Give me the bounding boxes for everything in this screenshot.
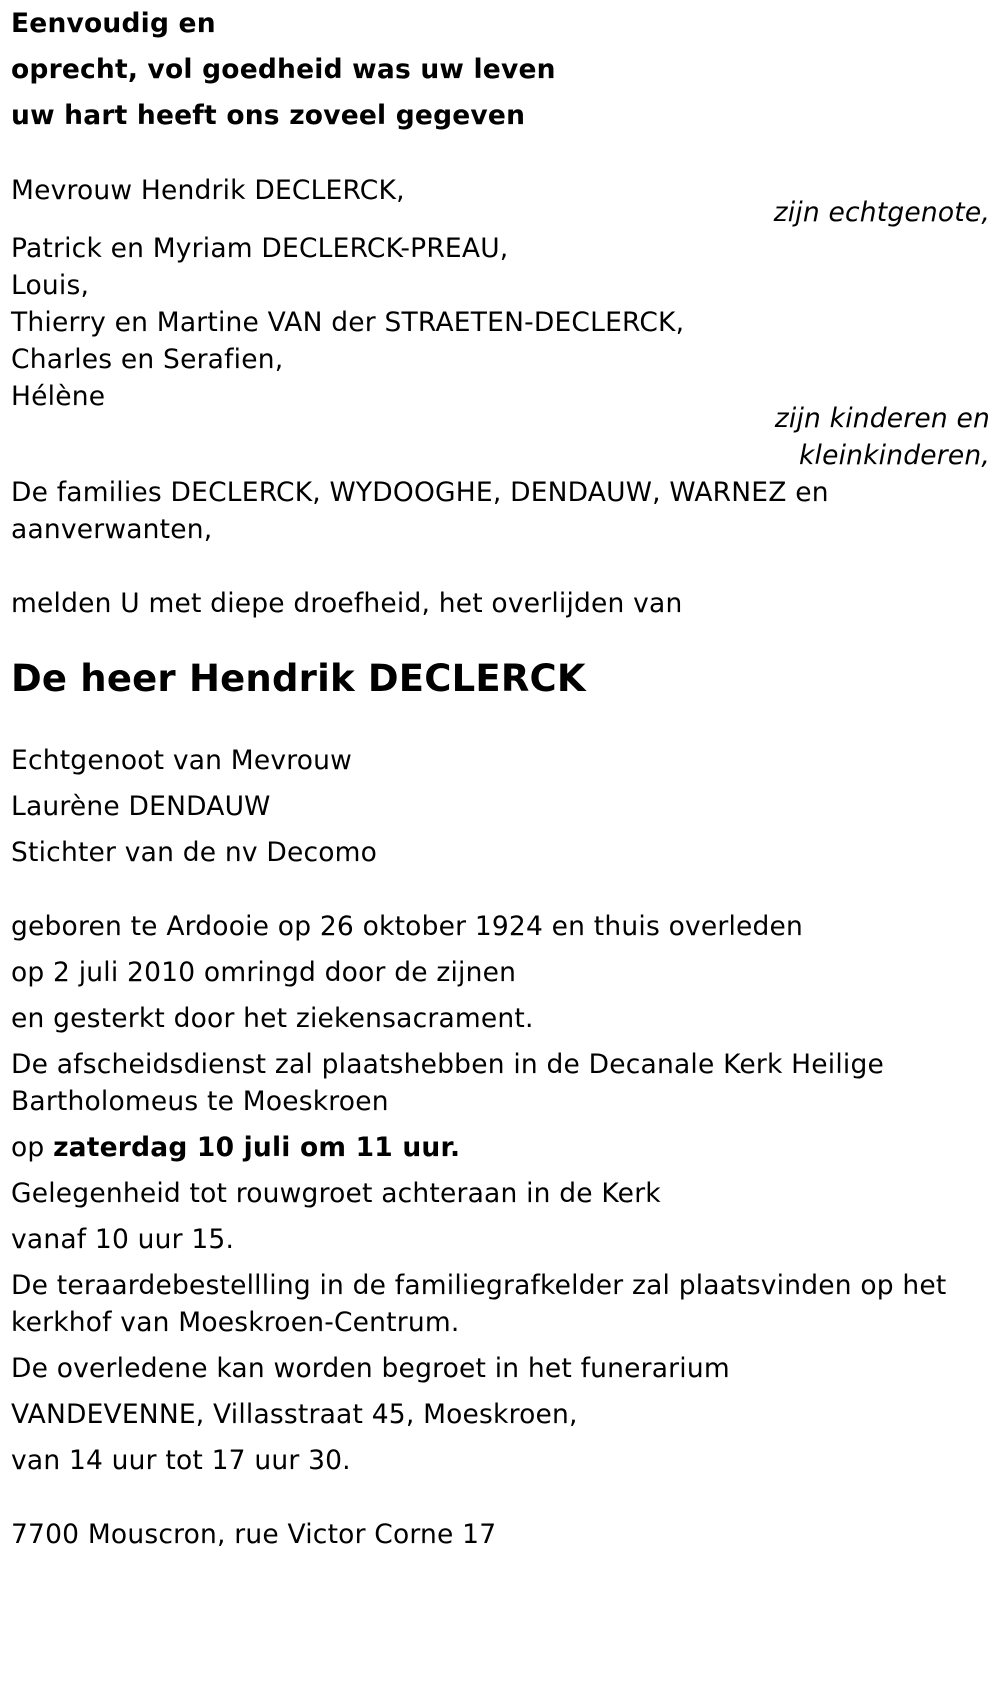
child-line-1: Patrick en Myriam DECLERCK-PREAU,	[11, 233, 509, 264]
viewing-line-2: VANDEVENNE, Villasstraat 45, Moeskroen,	[11, 1399, 578, 1430]
burial-line-2: kerkhof van Moeskroen-Centrum.	[11, 1307, 460, 1338]
child-line-4: Charles en Serafien,	[11, 344, 284, 375]
motto-line-2: oprecht, vol goedheid was uw leven	[11, 54, 556, 85]
child-line-5: Hélène	[11, 381, 106, 412]
condolence-line-1: Gelegenheid tot rouwgroet achteraan in de Kerk	[11, 1178, 661, 1209]
address: 7700 Mouscron, rue Victor Corne 17	[11, 1519, 497, 1550]
children-role-line-2: kleinkinderen,	[798, 440, 990, 471]
announcement: melden U met diepe droefheid, het overlijden van	[11, 588, 683, 619]
description-line-2: Laurène DENDAUW	[11, 791, 271, 822]
motto-line-3: uw hart heeft ons zoveel gegeven	[11, 100, 526, 131]
date-line: op 2 juli 2010 omringd door de zijnen	[11, 957, 517, 988]
child-line-3: Thierry en Martine VAN der STRAETEN-DECLERCK,	[11, 307, 685, 338]
spouse-name: Mevrouw Hendrik DECLERCK,	[11, 175, 405, 206]
born-died-line: geboren te Ardooie op 26 oktober 1924 en thuis overleden	[11, 911, 804, 942]
deceased-name: De heer Hendrik DECLERCK	[11, 657, 586, 700]
viewing-line-3: van 14 uur tot 17 uur 30.	[11, 1445, 351, 1476]
spouse-role: zijn echtgenote,	[773, 197, 990, 228]
description-line-1: Echtgenoot van Mevrouw	[11, 745, 353, 776]
service-line-2: Bartholomeus te Moeskroen	[11, 1086, 389, 1117]
service-line-1: De afscheidsdienst zal plaatshebben in de Decanale Kerk Heilige	[11, 1049, 884, 1080]
service-time: zaterdag 10 juli om 11 uur.	[53, 1132, 461, 1163]
motto-line-1: Eenvoudig en	[11, 8, 216, 39]
viewing-line-1: De overledene kan worden begroet in het funerarium	[11, 1353, 730, 1384]
burial-line-1: De teraardebestellling in de familiegrafkelder zal plaatsvinden op het	[11, 1270, 947, 1301]
children-role-line-1: zijn kinderen en	[774, 403, 990, 434]
families-line-1: De families DECLERCK, WYDOOGHE, DENDAUW, WARNEZ en	[11, 477, 829, 508]
description-line-3: Stichter van de nv Decomo	[11, 837, 378, 868]
families-line-2: aanverwanten,	[11, 514, 213, 545]
sacrament-line: en gesterkt door het ziekensacrament.	[11, 1003, 534, 1034]
child-line-2: Louis,	[11, 270, 90, 301]
service-prefix: op	[11, 1132, 45, 1163]
service-time-line	[11, 1130, 460, 1166]
condolence-line-2: vanaf 10 uur 15.	[11, 1224, 235, 1255]
